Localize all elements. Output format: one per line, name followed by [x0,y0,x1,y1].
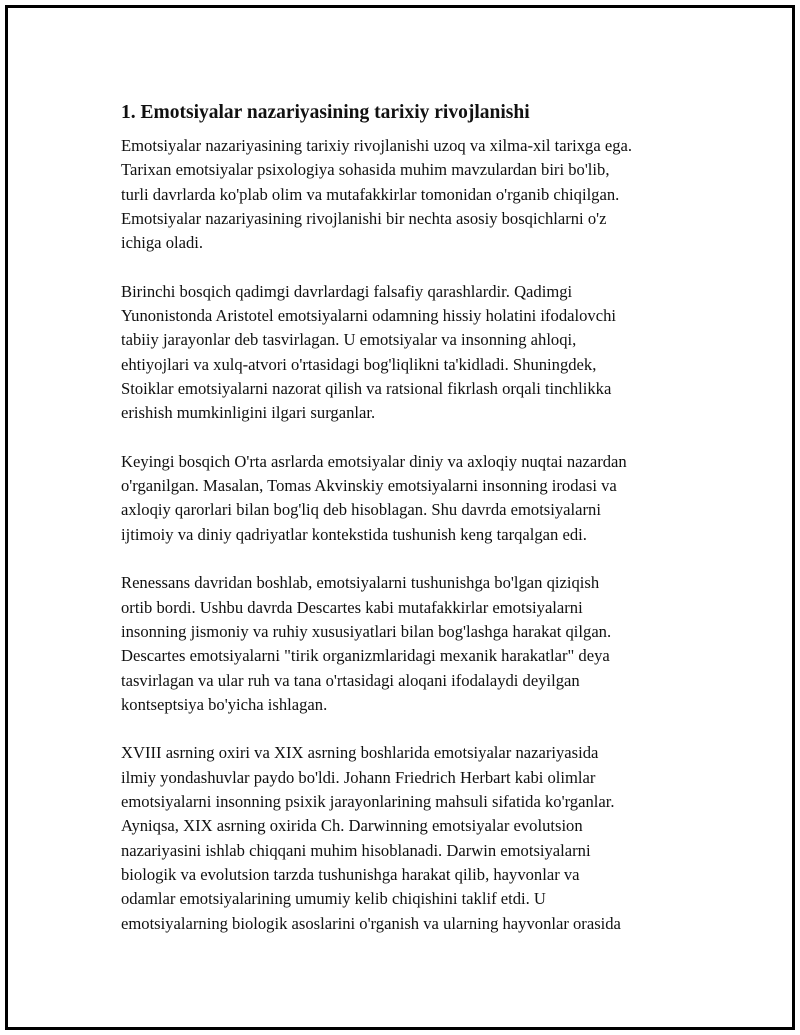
text-line: insonning jismoniy va ruhiy xususiyatlari bilan bog'lashga harakat qilgan. [121,621,612,641]
text-line: tasvirlagan va ular ruh va tana o'rtasidagi aloqani ifodalaydi deyilgan [121,670,580,690]
page-frame [5,5,795,1030]
text-line: Tarixan emotsiyalar psixologiya sohasida muhim mavzulardan biri bo'lib, [121,160,610,180]
text-line: emotsiyalarning biologik asoslarini o'rganish va ularning hayvonlar orasida [121,913,621,933]
text-line: Stoiklar emotsiyalarni nazorat qilish va ratsional fikrlash orqali tinchlikka [121,378,612,398]
text-line: biologik va evolutsion tarzda tushunishga harakat qilib, hayvonlar va [121,864,580,884]
text-line: ichiga oladi. [121,233,204,253]
document-body [121,100,696,960]
text-line: nazariyasini ishlab chiqqani muhim hisoblanadi. Darwin emotsiyalarni [121,840,591,860]
text-line: kontseptsiya bo'yicha ishlagan. [121,694,328,714]
paragraph-3 [121,450,696,547]
text-line: XVIII asrning oxiri va XIX asrning boshlarida emotsiyalar nazariyasida [121,743,599,763]
text-line: Emotsiyalar nazariyasining rivojlanishi bir nechta asosiy bosqichlarni o'z [121,208,607,228]
text-line: ehtiyojlari va xulq-atvori o'rtasidagi bog'liqlikni ta'kidladi. Shuningdek, [121,354,597,374]
paragraph-2 [121,280,696,426]
text-line: o'rganilgan. Masalan, Tomas Akvinskiy emotsiyalarni insonning irodasi va [121,476,617,496]
text-line: axloqiy qarorlari bilan bog'liq deb hisoblagan. Shu davrda emotsiyalarni [121,500,601,520]
text-line: Ayniqsa, XIX asrning oxirida Ch. Darwinning emotsiyalar evolutsion [121,816,583,836]
text-line: turli davrlarda ko'plab olim va mutafakkirlar tomonidan o'rganib chiqilgan. [121,184,620,204]
paragraph-4 [121,571,696,717]
text-line: odamlar emotsiyalarining umumiy kelib chiqishini taklif etdi. U [121,889,546,909]
section-heading: 1. Emotsiyalar nazariyasining tarixiy rivojlanishi [121,102,530,123]
paragraph-5 [121,741,696,935]
text-line: tabiiy jarayonlar deb tasvirlagan. U emotsiyalar va insonning ahloqi, [121,330,577,350]
text-line: erishish mumkinligini ilgari surganlar. [121,403,376,423]
text-line: ilmiy yondashuvlar paydo bo'ldi. Johann Friedrich Herbart kabi olimlar [121,767,596,787]
text-line: emotsiyalarni insonning psixik jarayonlarining mahsuli sifatida ko'rganlar. [121,792,615,812]
text-line: Keyingi bosqich O'rta asrlarda emotsiyalar diniy va axloqiy nuqtai nazardan [121,451,627,471]
paragraph-1 [121,134,696,255]
text-line: Emotsiyalar nazariyasining tarixiy rivojlanishi uzoq va xilma-xil tarixga ega. [121,136,633,155]
text-line: Renessans davridan boshlab, emotsiyalarni tushunishga bo'lgan qiziqish [121,573,600,593]
text-line: Birinchi bosqich qadimgi davrlardagi falsafiy qarashlardir. Qadimgi [121,281,573,301]
text-line: Descartes emotsiyalarni "tirik organizmlaridagi mexanik harakatlar" deya [121,646,610,666]
text-line: ijtimoiy va diniy qadriyatlar kontekstida tushunish keng tarqalgan edi. [121,524,587,544]
text-line: Yunonistonda Aristotel emotsiyalarni odamning hissiy holatini ifodalovchi [121,306,616,326]
text-line: ortib bordi. Ushbu davrda Descartes kabi mutafakkirlar emotsiyalarni [121,597,583,617]
